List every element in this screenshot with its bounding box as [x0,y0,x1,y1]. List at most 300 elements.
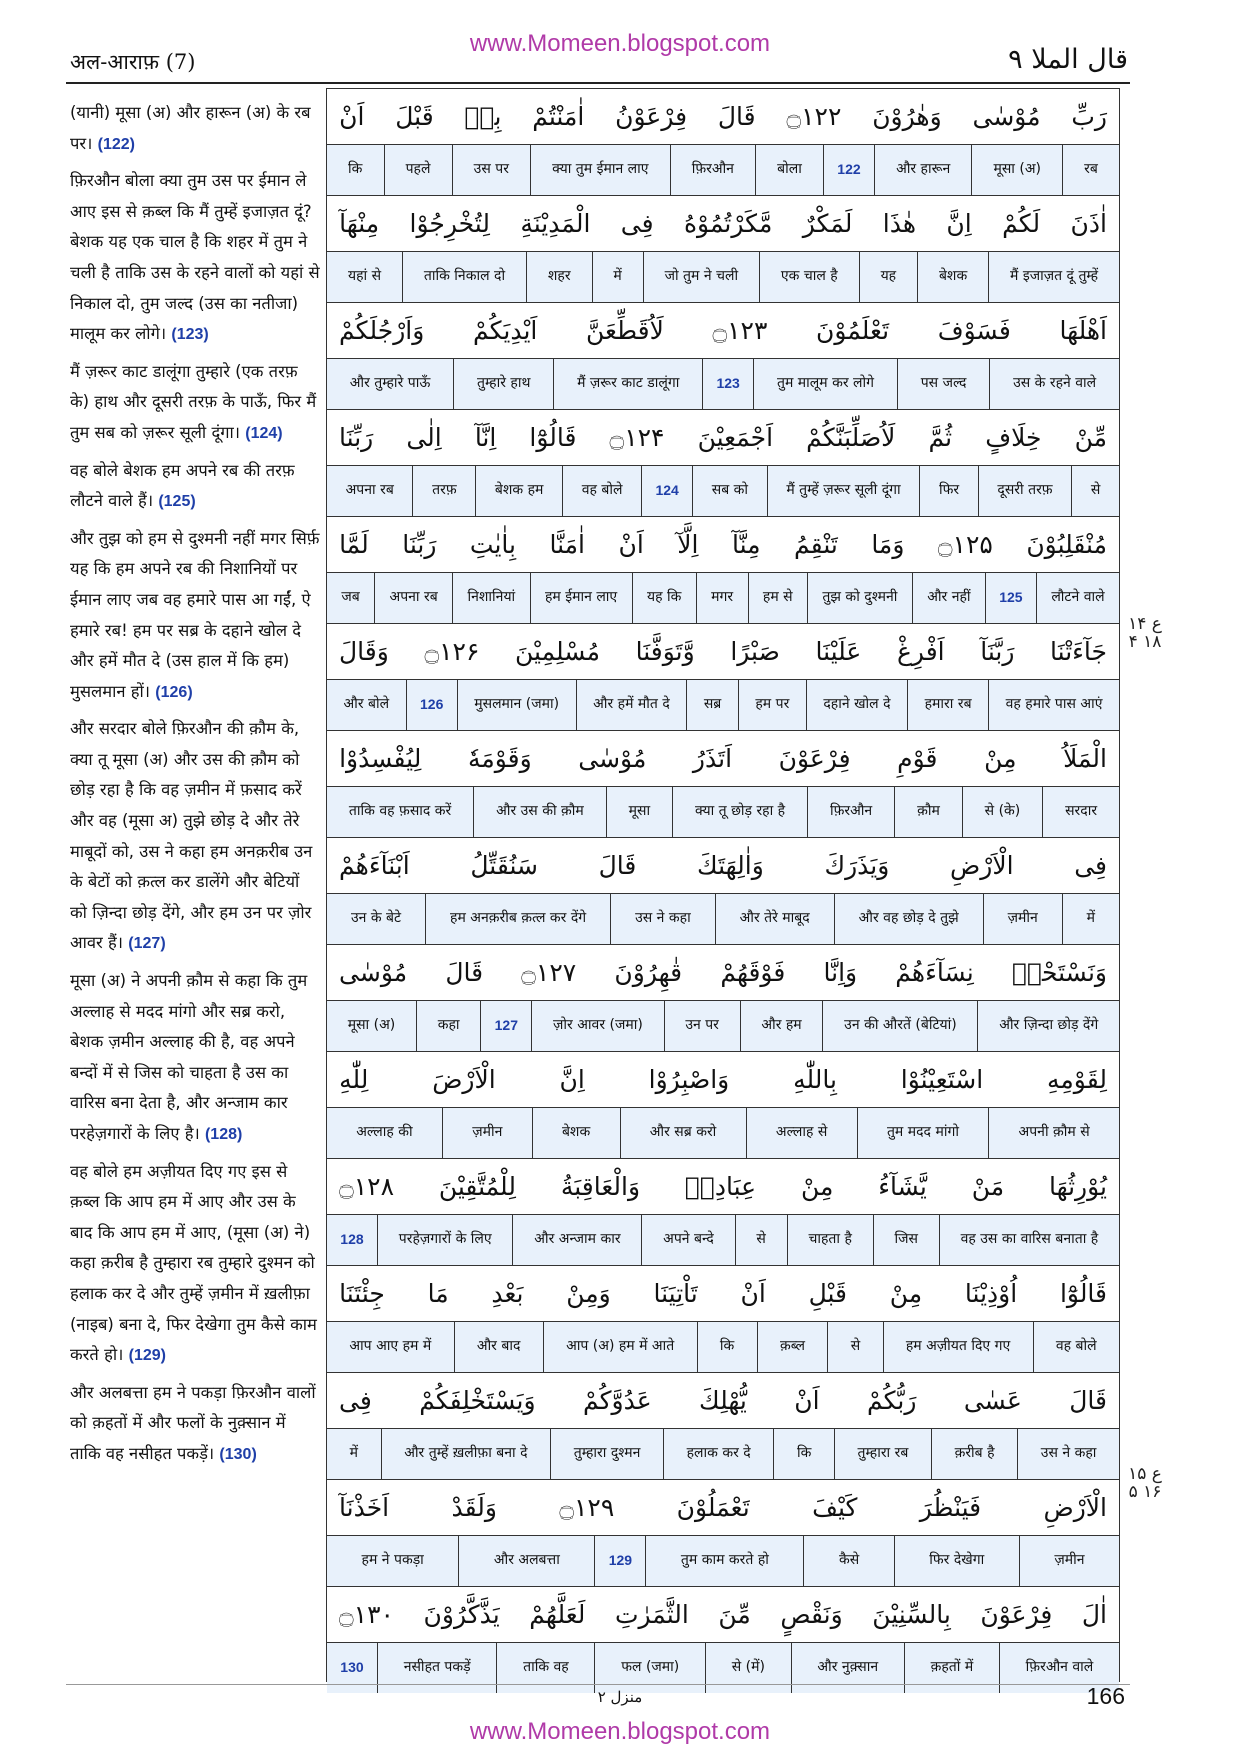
word-meaning-cell: निशानियां [452,573,529,624]
arabic-word: ۝۱۳۰ [339,1599,394,1629]
word-meaning-cell: हम अज़ीयत दिए गए [883,1322,1033,1373]
translation-paragraph [70,524,320,709]
translation-paragraph [70,456,320,518]
word-meaning-cell: वह उस का वारिस बनाता है [939,1215,1119,1266]
manzil-label: منزل ۲ [597,1688,643,1706]
translation-text: और सरदार बोले फ़िरऔन की क़ौम के, क्या तू मूसा (अ) और उस की क़ौम को छोड़ रहा है कि वह ज़मीन में फ़साद करें और वह (मूसा अ) तुझे छोड़ दे और तेरे माबूदों को, उस ने कहा हम अनक़रीब उन के बेटों को क़त्ल कर डालेंगे और बेटियों को ज़िन्दा छोड़ देंगे, और हम उन पर ज़ोर आवर हैं। [70,719,313,953]
arabic-word: قَالَ [717,101,756,131]
arabic-word: الْمَلَاُ [1063,743,1107,773]
word-meaning-cell: उस के रहने वाले [989,359,1119,410]
arabic-word: وَنَسْتَحْيٖ [1011,957,1107,987]
translation-line [327,573,1119,625]
word-meaning-cell: से (के) [962,787,1042,838]
arabic-word: لَمَّا [339,529,369,559]
arabic-word: ثُمَّ [928,422,953,452]
verse-number: (125) [158,493,196,511]
arabic-word: رَبِّنَا [339,422,374,452]
word-meaning-cell: क्या तुम ईमान लाए [530,145,670,196]
verse-number: (123) [171,326,209,344]
word-meaning-cell: अपना रब [374,573,452,624]
word-meaning-cell: वह बोले [562,466,641,517]
word-meaning-cell: ज़मीन [983,894,1062,945]
word-by-word-grid [326,88,1120,1682]
arabic-word: اِنَّآ [474,422,497,452]
page-number: 166 [1086,1683,1125,1709]
verse-number-cell: 130 [340,1659,364,1676]
arabic-word: ۝۱۲۸ [339,1171,394,1201]
word-meaning-cell: यहां से [347,268,382,285]
arabic-word: بِاللّٰهِ [793,1064,837,1094]
word-meaning-cell: मुसलमान (जमा) [457,680,576,731]
arabic-word: اَبْنَآءَهُمْ [339,850,410,880]
arabic-word: الْاَرْضِ [1043,1492,1107,1522]
arabic-word: ۝۱۲۳ [712,315,768,345]
arabic-line [327,1373,1119,1429]
arabic-word: لَكُمْ [1002,208,1041,238]
word-meaning-cell: ज़ोर आवर (जमा) [531,1001,663,1052]
arabic-word: رَبَّنَآ [980,636,1015,666]
word-meaning-cell: क़रीब है [931,1429,1017,1480]
arabic-word: خِلَافٍ [985,422,1042,452]
word-meaning-cell: सरदार [1042,787,1119,838]
arabic-word: اَنْ [618,529,644,559]
arabic-word: قَالَ [445,957,484,987]
verse-number: (129) [128,1347,166,1365]
word-meaning-cell: तुम्हारा दुश्मन [550,1429,663,1480]
arabic-word: بِهٖ [464,101,502,131]
word-meaning-cell: उन की औरतें (बेटियां) [822,1001,977,1052]
arabic-word: لَعَلَّهُمْ [529,1599,586,1629]
word-meaning-cell: में [1062,894,1119,945]
word-meaning-cell: और हम [740,1001,823,1052]
word-meaning-cell: तुम मालूम कर लोगे [753,359,897,410]
arabic-word: قَالَ [1069,1385,1107,1415]
word-meaning-cell: हमारा रब [907,680,988,731]
arabic-word: وَقَالَ [339,636,389,666]
arabic-word: تَاْتِيَنَا [653,1278,698,1308]
verse-number-cell: 123 [702,359,753,410]
arabic-word: وَاَرْجُلَكُمْ [339,315,425,345]
arabic-word: اَتَذَرُ [692,743,733,773]
verse-number-cell: 126 [406,680,457,731]
arabic-word: اَيْدِيَكُمْ [472,315,538,345]
arabic-word: رَبِّ [1071,101,1107,131]
word-meaning-cell: नसीहत पकड़ें [377,1643,496,1694]
word-meaning-cell: उन के बेटे [350,910,402,927]
word-meaning-cell: फ़िरऔन वाले [999,1643,1119,1694]
arabic-word: وَيَسْتَخْلِفَكُمْ [419,1385,536,1415]
arabic-line [327,1052,1119,1108]
arabic-word: تَعْلَمُوْنَ [816,315,890,345]
word-meaning-cell: और तुम्हारे पाऊँ [349,375,431,392]
arabic-word: مُسْلِمِيْنَ [515,636,600,666]
arabic-word: لَاُصَلِّبَنَّكُمْ [806,422,896,452]
word-meaning-cell: बेशक हम [475,466,562,517]
arabic-word: رَبِّنَا [402,529,437,559]
arabic-word: يَّشَآءُ [878,1171,927,1201]
translation-line [327,252,1119,304]
arabic-word: تَعْمَلُوْنَ [676,1492,750,1522]
arabic-word: مُوْسٰى [339,957,408,987]
word-meaning-cell: दूसरी तरफ़ [978,466,1071,517]
word-meaning-cell: सब को [692,466,767,517]
word-meaning-cell: रब [1062,145,1119,196]
juz-name-header: قال الملا ۹ [1008,44,1128,75]
word-meaning-cell: मगर [696,573,748,624]
arabic-word: لِلّٰهِ [339,1064,369,1094]
arabic-line [327,89,1119,145]
word-meaning-cell: और नहीं [912,573,985,624]
arabic-word: لِتُخْرِجُوْا [409,208,490,238]
word-meaning-cell: और अलबत्ता [458,1536,594,1587]
arabic-word: مَا [427,1278,449,1308]
arabic-word: لِقَوْمِهِ [1047,1064,1107,1094]
verse-number: (124) [245,424,283,442]
translation-text: फ़िरऔन बोला क्या तुम उस पर ईमान ले आए इस से क़ब्ल कि मैं तुम्हें इजाज़त दूं? बेशक यह एक चाल है कि शहर में तुम ने चली है ताकि उस के रहने वालों को यहां से निकाल दो, तुम जल्द (उस का नतीजा) मालूम कर लोगे। [70,171,320,344]
word-meaning-cell: तुम्हारा रब [834,1429,931,1480]
word-meaning-cell: मूसा (अ) [347,1017,396,1034]
arabic-word: بَعْدِ [491,1278,524,1308]
arabic-word: عَدُوَّكُمْ [582,1385,652,1415]
arabic-word: مِنْ [984,743,1017,773]
arabic-word: اَهْلَهَا [1059,315,1107,345]
arabic-word: قَالُوْٓا [529,422,577,452]
arabic-word: اَخَذْنَآ [339,1492,390,1522]
ruku-marker-1: ۱۴ ع ۱۸ ۴ [1128,614,1162,652]
translation-paragraph [70,98,320,160]
word-meaning-cell: चाहता है [787,1215,873,1266]
arabic-word: لَمَكْرٌ [802,208,853,238]
translation-paragraph [70,166,320,351]
arabic-word: اَفْرِغْ [896,636,945,666]
word-meaning-cell: हम अनक़रीब क़त्ल कर देंगे [425,894,610,945]
footer-rule [66,1684,1130,1685]
translation-text: वह बोले बेशक हम अपने रब की तरफ़ लौटने वाले हैं। [70,460,295,511]
word-meaning-cell: जिस [873,1215,939,1266]
word-meaning-cell: और अन्जाम कार [512,1215,641,1266]
word-meaning-cell: और बोले [343,696,390,713]
arabic-word: وَهٰرُوْنَ [872,101,942,131]
header-rule [66,82,1130,84]
word-meaning-cell: एक चाल है [759,252,859,303]
arabic-word: فِرْعَوْنَ [980,1599,1053,1629]
arabic-line [327,196,1119,252]
verse-number: (126) [155,683,193,701]
arabic-word: ۝۱۲۲ [786,101,842,131]
translation-line [327,1108,1119,1160]
word-meaning-cell: से (में) [705,1643,791,1694]
word-meaning-cell: उस ने कहा [610,894,715,945]
arabic-word: ۝۱۲۵ [937,529,993,559]
word-meaning-cell: उस ने कहा [1017,1429,1119,1480]
word-meaning-cell: तुम मदद मांगो [857,1108,989,1159]
arabic-word: اٰمَنْتُمْ [532,101,585,131]
arabic-word: فِى [1074,850,1107,880]
translation-line [327,787,1119,839]
word-meaning-cell: हम से [748,573,808,624]
word-meaning-cell: पहले [384,145,452,196]
verse-number-cell: 128 [340,1231,364,1248]
translation-paragraph [70,714,320,960]
translation-line [327,145,1119,197]
arabic-word: قَبْلَ [395,101,434,131]
arabic-word: الْاَرْضِ [950,850,1014,880]
word-meaning-cell: आप (अ) हम में आते [543,1322,697,1373]
word-meaning-cell: मैं ज़रूर काट डालूंगा [553,359,702,410]
arabic-line [327,1587,1119,1643]
arabic-word: جَآءَتْنَا [1050,636,1107,666]
arabic-word: بِالسِّنِيْنَ [872,1599,951,1629]
word-meaning-cell: और उस की क़ौम [473,787,606,838]
arabic-line [327,1266,1119,1322]
word-meaning-cell: से [827,1322,882,1373]
watermark-top: www.Momeen.blogspot.com [469,30,771,57]
word-meaning-cell: तुम काम करते हो [645,1536,803,1587]
word-meaning-cell: जो तुम ने चली [643,252,759,303]
arabic-line [327,410,1119,466]
arabic-word: تَنْقِمُ [794,529,838,559]
arabic-word: صَبْرًا [730,636,780,666]
arabic-word: اَجْمَعِيْنَ [697,422,774,452]
verse-number: (127) [128,935,166,953]
word-meaning-cell: अपने बन्दे [641,1215,734,1266]
translation-text: मैं ज़रूर काट डालूंगा तुम्हारे (एक तरफ़ के) हाथ और दूसरी तरफ़ के पाऊँ, फिर मैं तुम सब को ज़रूर सूली दूंगा। [70,361,317,442]
arabic-word: وَلَقَدْ [451,1492,497,1522]
arabic-word: مِنْ [800,1171,834,1201]
translation-line [327,1001,1119,1053]
word-meaning-cell: सब्र [686,680,738,731]
word-meaning-cell: शहर [526,252,592,303]
word-meaning-cell: आप आए हम में [349,1338,432,1355]
translation-line [327,680,1119,732]
word-meaning-cell: क़हतों में [904,1643,999,1694]
arabic-word: وَمَا [871,529,905,559]
word-meaning-cell: हलाक कर दे [663,1429,773,1480]
arabic-word: مُوْسٰى [578,743,647,773]
watermark-bottom: www.Momeen.blogspot.com [469,1718,771,1745]
word-meaning-cell: कहा [416,1001,480,1052]
word-meaning-cell: ताकि वह फ़साद करें [348,803,452,820]
arabic-word: ۝۱۲۷ [521,957,577,987]
word-meaning-cell: बेशक [917,252,988,303]
verse-number: (122) [97,135,135,153]
verse-number-cell: 124 [641,466,692,517]
arabic-word: كَيْفَ [812,1492,858,1522]
ruku-marker-2: ۱۵ ع ۱۶ ۵ [1128,1464,1162,1502]
translation-text: और तुझ को हम से दुश्मनी नहीं मगर सिर्फ़ यह कि हम अपने रब की निशानियों पर ईमान लाए जब वह हमारे पास आ गईं, ऐ हमारे रब! हम पर सब्र के दहाने खोल दे और हमें मौत दे (उस हाल में कि हम) मुसलमान हों। [70,528,320,701]
word-meaning-cell: ज़मीन [442,1108,532,1159]
word-meaning-cell: और तेरे माबूद [715,894,834,945]
arabic-word: يُّهْلِكَ [699,1385,747,1415]
word-meaning-cell: हम ईमान लाए [530,573,632,624]
arabic-word: اِلٰى [406,422,442,452]
word-meaning-cell: और ज़िन्दा छोड़ देंगे [977,1001,1119,1052]
word-meaning-cell: अल्लाह से [746,1108,857,1159]
arabic-line [327,624,1119,680]
word-meaning-cell: ताकि निकाल दो [402,252,526,303]
arabic-line [327,1480,1119,1536]
word-meaning-cell: हम पर [738,680,806,731]
word-meaning-cell: क़ौम [894,787,962,838]
arabic-word: فِى [620,208,654,238]
arabic-line [327,303,1119,359]
translation-line [327,1536,1119,1588]
word-meaning-cell: फल (जमा) [594,1643,705,1694]
arabic-word: مِنَّآ [731,529,761,559]
translation-line [327,1215,1119,1267]
word-meaning-cell: और सब्र करो [620,1108,746,1159]
translation-line [327,1643,1119,1694]
translation-line [327,466,1119,518]
arabic-line [327,1159,1119,1215]
word-meaning-cell: और हमें मौत दे [576,680,687,731]
arabic-word: قَالُوْٓا [1059,1278,1107,1308]
word-meaning-cell: और हारून [874,145,971,196]
word-meaning-cell: कि [697,1322,757,1373]
word-meaning-cell: ज़मीन [1019,1536,1119,1587]
word-meaning-cell: उन पर [664,1001,740,1052]
word-meaning-cell: यह कि [632,573,696,624]
word-meaning-cell: क्या तू छोड़ रहा है [672,787,807,838]
arabic-word: وَالْعَاقِبَةُ [560,1171,641,1201]
word-meaning-cell: मैं इजाज़त दूं तुम्हें [988,252,1119,303]
arabic-word: فِرْعَوْنَ [778,743,851,773]
word-meaning-cell: दहाने खोल दे [806,680,907,731]
word-meaning-cell: और तुम्हें ख़लीफ़ा बना दे [381,1429,551,1480]
arabic-word: الْمَدِيْنَةِ [520,208,591,238]
arabic-word: الثَّمَرٰتِ [614,1599,689,1629]
word-meaning-cell: पस जल्द [897,359,989,410]
translation-text: और अलबत्ता हम ने पकड़ा फ़िरऔन वालों को क़हतों में और फलों के नुक़्सान में ताकि वह नसीहत पकड़ें। [70,1382,316,1463]
arabic-word: وَقَوْمَهٗ [467,743,532,773]
arabic-word: جِئْتَنَا [339,1278,385,1308]
word-meaning-cell: अल्लाह की [356,1124,413,1141]
arabic-word: الْاَرْضَ [432,1064,496,1094]
word-meaning-cell: परहेज़गारों के लिए [377,1215,512,1266]
word-meaning-cell: कि [348,161,363,178]
arabic-word: اِلَّآ [677,529,699,559]
translation-line [327,894,1119,946]
arabic-word: هٰذَا [882,208,917,238]
arabic-word: يُوْرِثُهَا [1048,1171,1107,1201]
word-meaning-cell: यह [859,252,917,303]
translation-paragraph [70,1157,320,1372]
arabic-word: قٰهِرُوْنَ [614,957,683,987]
arabic-word: مِنْهَآ [339,208,380,238]
arabic-word: مَّكَرْتُمُوْهُ [683,208,773,238]
word-meaning-cell: वह हमारे पास आएं [988,680,1119,731]
arabic-word: وَاٰلِهَتَكَ [697,850,764,880]
surah-name-header: अल-आराफ़ (7) [70,50,196,74]
word-meaning-cell: अपनी क़ौम से [988,1108,1119,1159]
arabic-word: ۝۱۲۹ [559,1492,615,1522]
word-meaning-cell: उस पर [452,145,530,196]
arabic-word: فِى [339,1385,372,1415]
arabic-word: رَبُّكُمْ [866,1385,917,1415]
arabic-word: ۝۱۲۶ [424,636,480,666]
arabic-word: يَذَّكَّرُوْنَ [423,1599,500,1629]
word-meaning-cell: जब [341,589,360,606]
translation-paragraph [70,357,320,450]
word-meaning-cell: तरफ़ [412,466,475,517]
arabic-word: وَّتَوَفَّنَا [635,636,695,666]
word-meaning-cell: मूसा (अ) [971,145,1062,196]
word-meaning-cell: बोला [755,145,823,196]
arabic-word: بِاٰيٰتِ [469,529,517,559]
arabic-word: اَنْ [794,1385,820,1415]
translation-text: (यानी) मूसा (अ) और हारून (अ) के रब पर। [70,103,311,153]
arabic-word: اٰذَنَ [1070,208,1107,238]
word-meaning-cell: और वह छोड़ दे तुझे [834,894,983,945]
word-meaning-cell: वह बोले [1033,1322,1119,1373]
word-meaning-cell: लौटने वाले [1036,573,1119,624]
word-meaning-cell: अपना रब [345,482,394,499]
arabic-word: عِبَادِهٖ [684,1171,757,1201]
arabic-word: وَنَقْصٍ [780,1599,843,1629]
arabic-line [327,945,1119,1001]
translation-paragraph [70,1378,320,1471]
arabic-word: سَنُقَتِّلُ [470,850,538,880]
arabic-word: مِّنَ [718,1599,751,1629]
translation-text: वह बोले हम अज़ीयत दिए गए इस से क़ब्ल कि आप हम में आए और उस के बाद कि आप हम में आए, (मूसा (अ) ने) कहा क़रीब है तुम्हारा रब तुम्हारे दुश्मन को हलाक कर दे और तुम्हें ज़मीन में ख़लीफ़ा (नाइब) बना दे, फिर देखेगा तुम कैसे काम करते हो। [70,1161,317,1365]
word-meaning-cell: फिर देखेगा [894,1536,1019,1587]
word-meaning-cell: फ़िरऔन [807,787,894,838]
translation-line [327,359,1119,411]
arabic-word: وَاصْبِرُوْا [648,1064,730,1094]
verse-number-cell: 125 [985,573,1036,624]
arabic-word: لِلْمُتَّقِيْنَ [438,1171,516,1201]
arabic-word: مُوْسٰى [972,101,1041,131]
arabic-word: اَنْ [740,1278,766,1308]
word-meaning-cell: कैसे [803,1536,893,1587]
translation-column [70,98,320,1477]
arabic-word: قَوْمِ [897,743,938,773]
arabic-line [327,731,1119,787]
arabic-word: فَسَوْفَ [937,315,1011,345]
word-meaning-cell: फ़िरऔन [670,145,755,196]
arabic-word: لَاُقَطِّعَنَّ [586,315,664,345]
translation-text: मूसा (अ) ने अपनी क़ौम से कहा कि तुम अल्लाह से मदद मांगो और सब्र करो, बेशक ज़मीन अल्लाह की है, वह अपने बन्दों में से जिस को चाहता है उस का वारिस बना देता है, और अन्जाम कार परहेज़गारों के लिए है। [70,971,308,1143]
arabic-word: اٰلَ [1081,1599,1107,1629]
word-meaning-cell: मैं तुम्हें ज़रूर सूली दूंगा [767,466,920,517]
translation-line [327,1322,1119,1374]
arabic-word: اَنْ [339,101,365,131]
word-meaning-cell: से [735,1215,787,1266]
arabic-word: قَالَ [598,850,637,880]
arabic-word: مِّنْ [1074,422,1107,452]
word-meaning-cell: और नुक़्सान [791,1643,904,1694]
arabic-line [327,838,1119,894]
verse-number-cell: 129 [594,1536,645,1587]
word-meaning-cell: क़ब्ल [757,1322,828,1373]
verse-number-cell: 127 [480,1001,531,1052]
word-meaning-cell: में [592,252,643,303]
arabic-word: اِنَّ [559,1064,585,1094]
word-meaning-cell: तुम्हारे हाथ [453,359,553,410]
arabic-word: لِيُفْسِدُوْا [339,743,422,773]
arabic-word: وَيَذَرَكَ [824,850,890,880]
word-meaning-cell: हम ने पकड़ा [361,1552,424,1569]
word-meaning-cell: कि [773,1429,834,1480]
arabic-word: اسْتَعِيْنُوْا [900,1064,984,1094]
word-meaning-cell: मूसा [606,787,672,838]
word-meaning-cell: और बाद [454,1322,543,1373]
arabic-line [327,517,1119,573]
word-meaning-cell: ताकि वह [496,1643,594,1694]
word-meaning-cell: तुझ को दुश्मनी [807,573,912,624]
arabic-word: نِسَآءَهُمْ [895,957,974,987]
arabic-word: مِنْ [889,1278,923,1308]
